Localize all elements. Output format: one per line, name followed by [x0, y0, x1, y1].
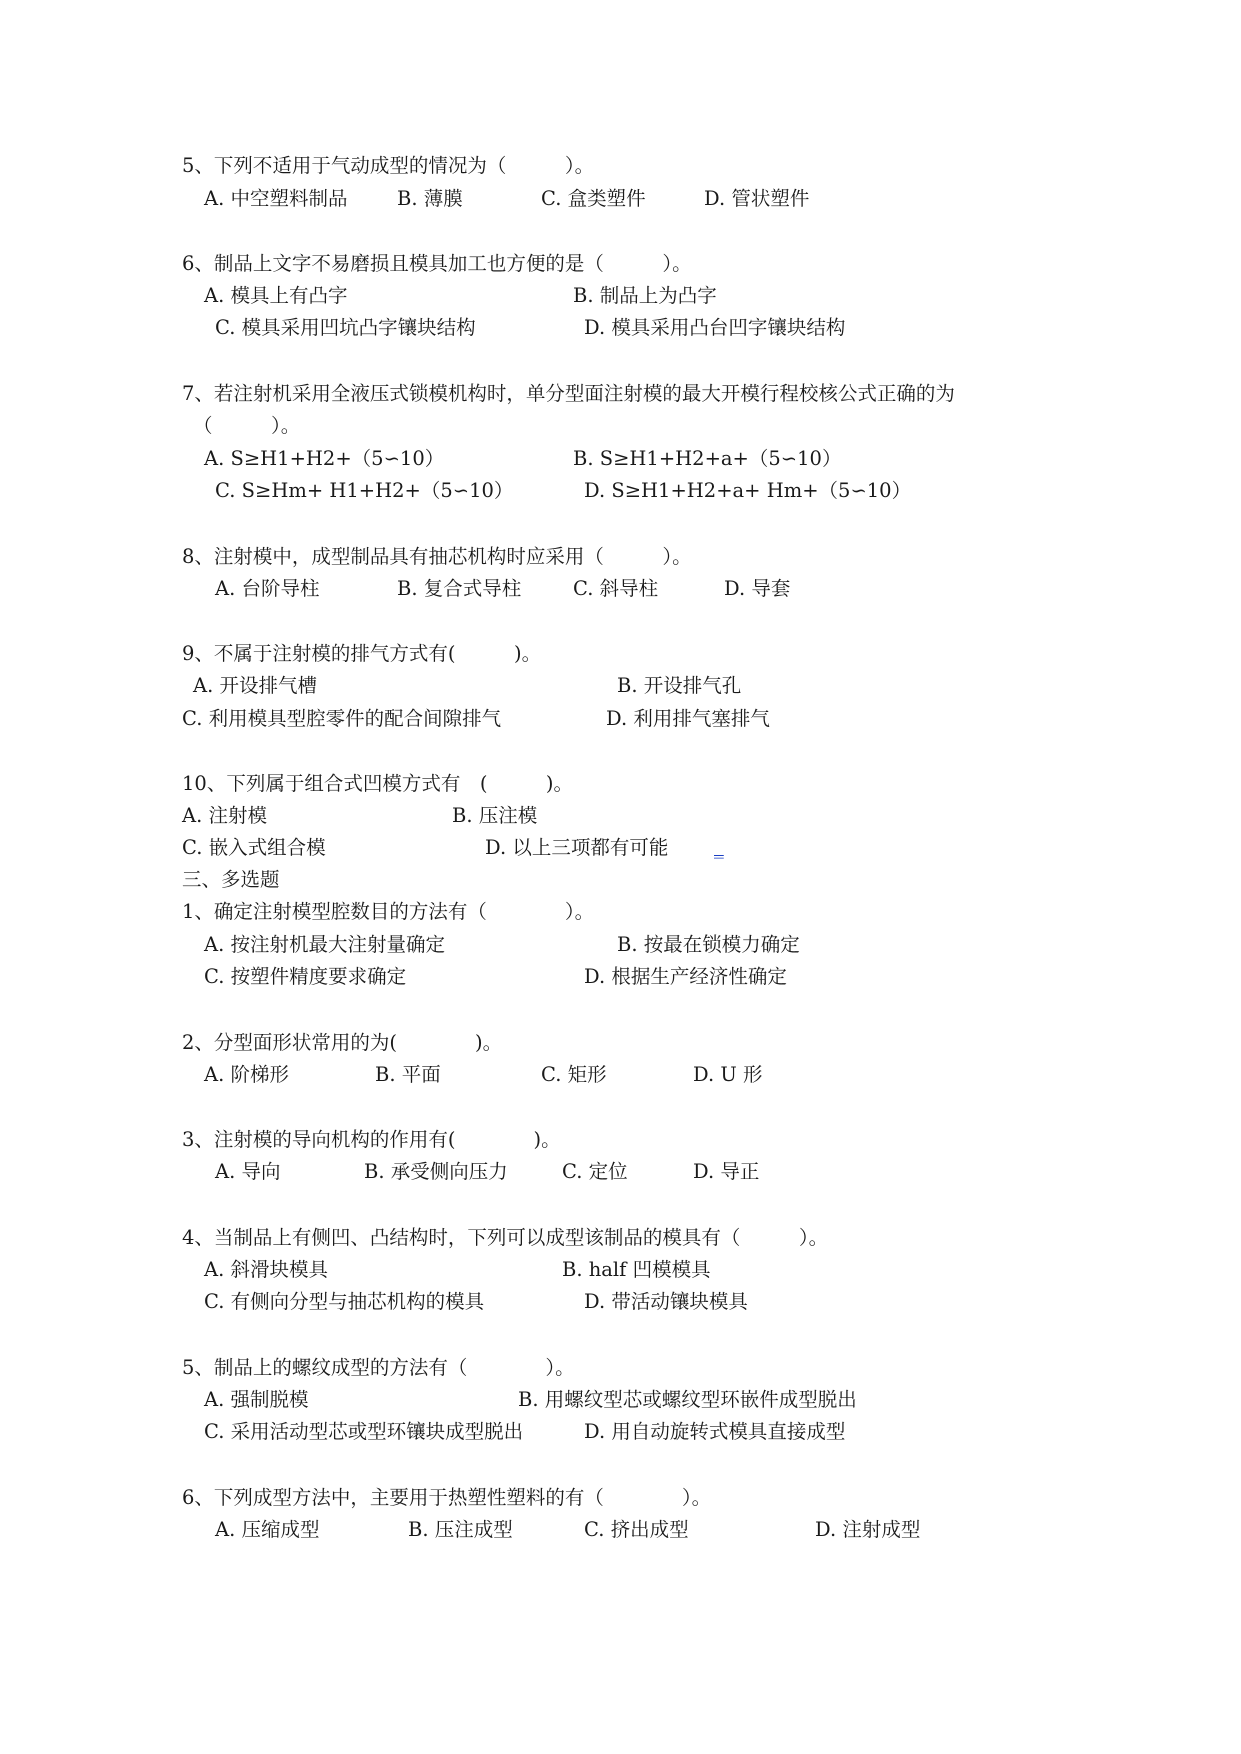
option-c: C. 挤出成型: [584, 1518, 689, 1541]
option-a: A. 按注射机最大注射量确定: [204, 933, 445, 956]
question-stem: 7、若注射机采用全液压式锁模机构时，单分型面注射模的最大开模行程校核公式正确的为: [182, 382, 955, 405]
option-b: B. 承受侧向压力: [364, 1160, 508, 1183]
option-a: A. 阶梯形: [204, 1063, 289, 1086]
option-d: D. 模具采用凸台凹字镶块结构: [584, 316, 846, 339]
option-b: B. 开设排气孔: [617, 674, 742, 697]
question-stem: 3、注射模的导向机构的作用有( )。: [182, 1128, 561, 1151]
option-b: B. 薄膜: [397, 187, 463, 210]
option-a: A. S≥H1+H2+（5∽10）: [204, 447, 445, 470]
option-c: C. 盒类塑件: [541, 187, 646, 210]
section-heading: 三、多选题: [182, 868, 280, 891]
question-stem-continuation: （ ）。: [193, 414, 301, 437]
option-c: C. 按塑件精度要求确定: [204, 965, 407, 988]
option-d: D. 以上三项都有可能: [485, 836, 669, 859]
question-stem: 1、确定注射模型腔数目的方法有（ ）。: [182, 900, 595, 923]
question-stem: 9、不属于注射模的排气方式有( )。: [182, 642, 542, 665]
question-stem: 5、制品上的螺纹成型的方法有（ ）。: [182, 1356, 575, 1379]
option-a: A. 开设排气槽: [193, 674, 317, 697]
question-stem: 8、注射模中，成型制品具有抽芯机构时应采用（ ）。: [182, 545, 692, 568]
question-stem: 6、下列成型方法中，主要用于热塑性塑料的有（ ）。: [182, 1486, 712, 1509]
option-a: A. 导向: [215, 1160, 281, 1183]
option-d: D. 注射成型: [815, 1518, 921, 1541]
option-b: B. 平面: [375, 1063, 441, 1086]
option-b: B. S≥H1+H2+a+（5∽10）: [573, 447, 842, 470]
option-a: A. 强制脱模: [204, 1388, 309, 1411]
option-b: B. 用螺纹型芯或螺纹型环嵌件成型脱出: [518, 1388, 857, 1411]
option-d: D. 根据生产经济性确定: [584, 965, 787, 988]
option-d: D. 用自动旋转式模具直接成型: [584, 1420, 846, 1443]
option-b: B. 压注成型: [408, 1518, 513, 1541]
option-a: A. 台阶导柱: [215, 577, 320, 600]
option-c: C. S≥Hm+ H1+H2+（5∽10）: [215, 479, 514, 502]
option-c: C. 斜导柱: [573, 577, 659, 600]
option-a: A. 斜滑块模具: [204, 1258, 328, 1281]
option-c: C. 采用活动型芯或型环镶块成型脱出: [204, 1420, 524, 1443]
question-stem: 4、当制品上有侧凹、凸结构时，下列可以成型该制品的模具有（ ）。: [182, 1226, 829, 1249]
question-stem: 6、制品上文字不易磨损且模具加工也方便的是（ ）。: [182, 252, 692, 275]
question-stem: 5、下列不适用于气动成型的情况为（ ）。: [182, 154, 595, 177]
option-d: D. U 形: [693, 1063, 763, 1086]
option-d: D. 带活动镶块模具: [584, 1290, 748, 1313]
option-b: B. half 凹模模具: [562, 1258, 711, 1281]
option-d: D. 导正: [693, 1160, 760, 1183]
option-a: A. 压缩成型: [215, 1518, 320, 1541]
option-a: A. 注射模: [182, 804, 267, 827]
option-d: D. 管状塑件: [704, 187, 810, 210]
option-b: B. 复合式导柱: [397, 577, 522, 600]
option-c: C. 嵌入式组合模: [182, 836, 326, 859]
option-b: B. 压注模: [452, 804, 538, 827]
option-c: C. 定位: [562, 1160, 628, 1183]
option-c: C. 利用模具型腔零件的配合间隙排气: [182, 707, 502, 730]
option-c: C. 模具采用凹坑凸字镶块结构: [215, 316, 476, 339]
option-d: D. S≥H1+H2+a+ Hm+（5∽10）: [584, 479, 912, 502]
option-c: C. 有侧向分型与抽芯机构的模具: [204, 1290, 485, 1313]
question-stem: 2、分型面形状常用的为( )。: [182, 1031, 503, 1054]
option-a: A. 模具上有凸字: [204, 284, 348, 307]
option-a: A. 中空塑料制品: [204, 187, 348, 210]
option-c: C. 矩形: [541, 1063, 607, 1086]
option-b: B. 制品上为凸字: [573, 284, 717, 307]
question-stem: 10、下列属于组合式凹模方式有 ( )。: [182, 772, 574, 795]
hyperlink-mark[interactable]: _: [714, 836, 724, 859]
option-d: D. 导套: [724, 577, 791, 600]
option-b: B. 按最在锁模力确定: [617, 933, 800, 956]
option-d: D. 利用排气塞排气: [606, 707, 770, 730]
